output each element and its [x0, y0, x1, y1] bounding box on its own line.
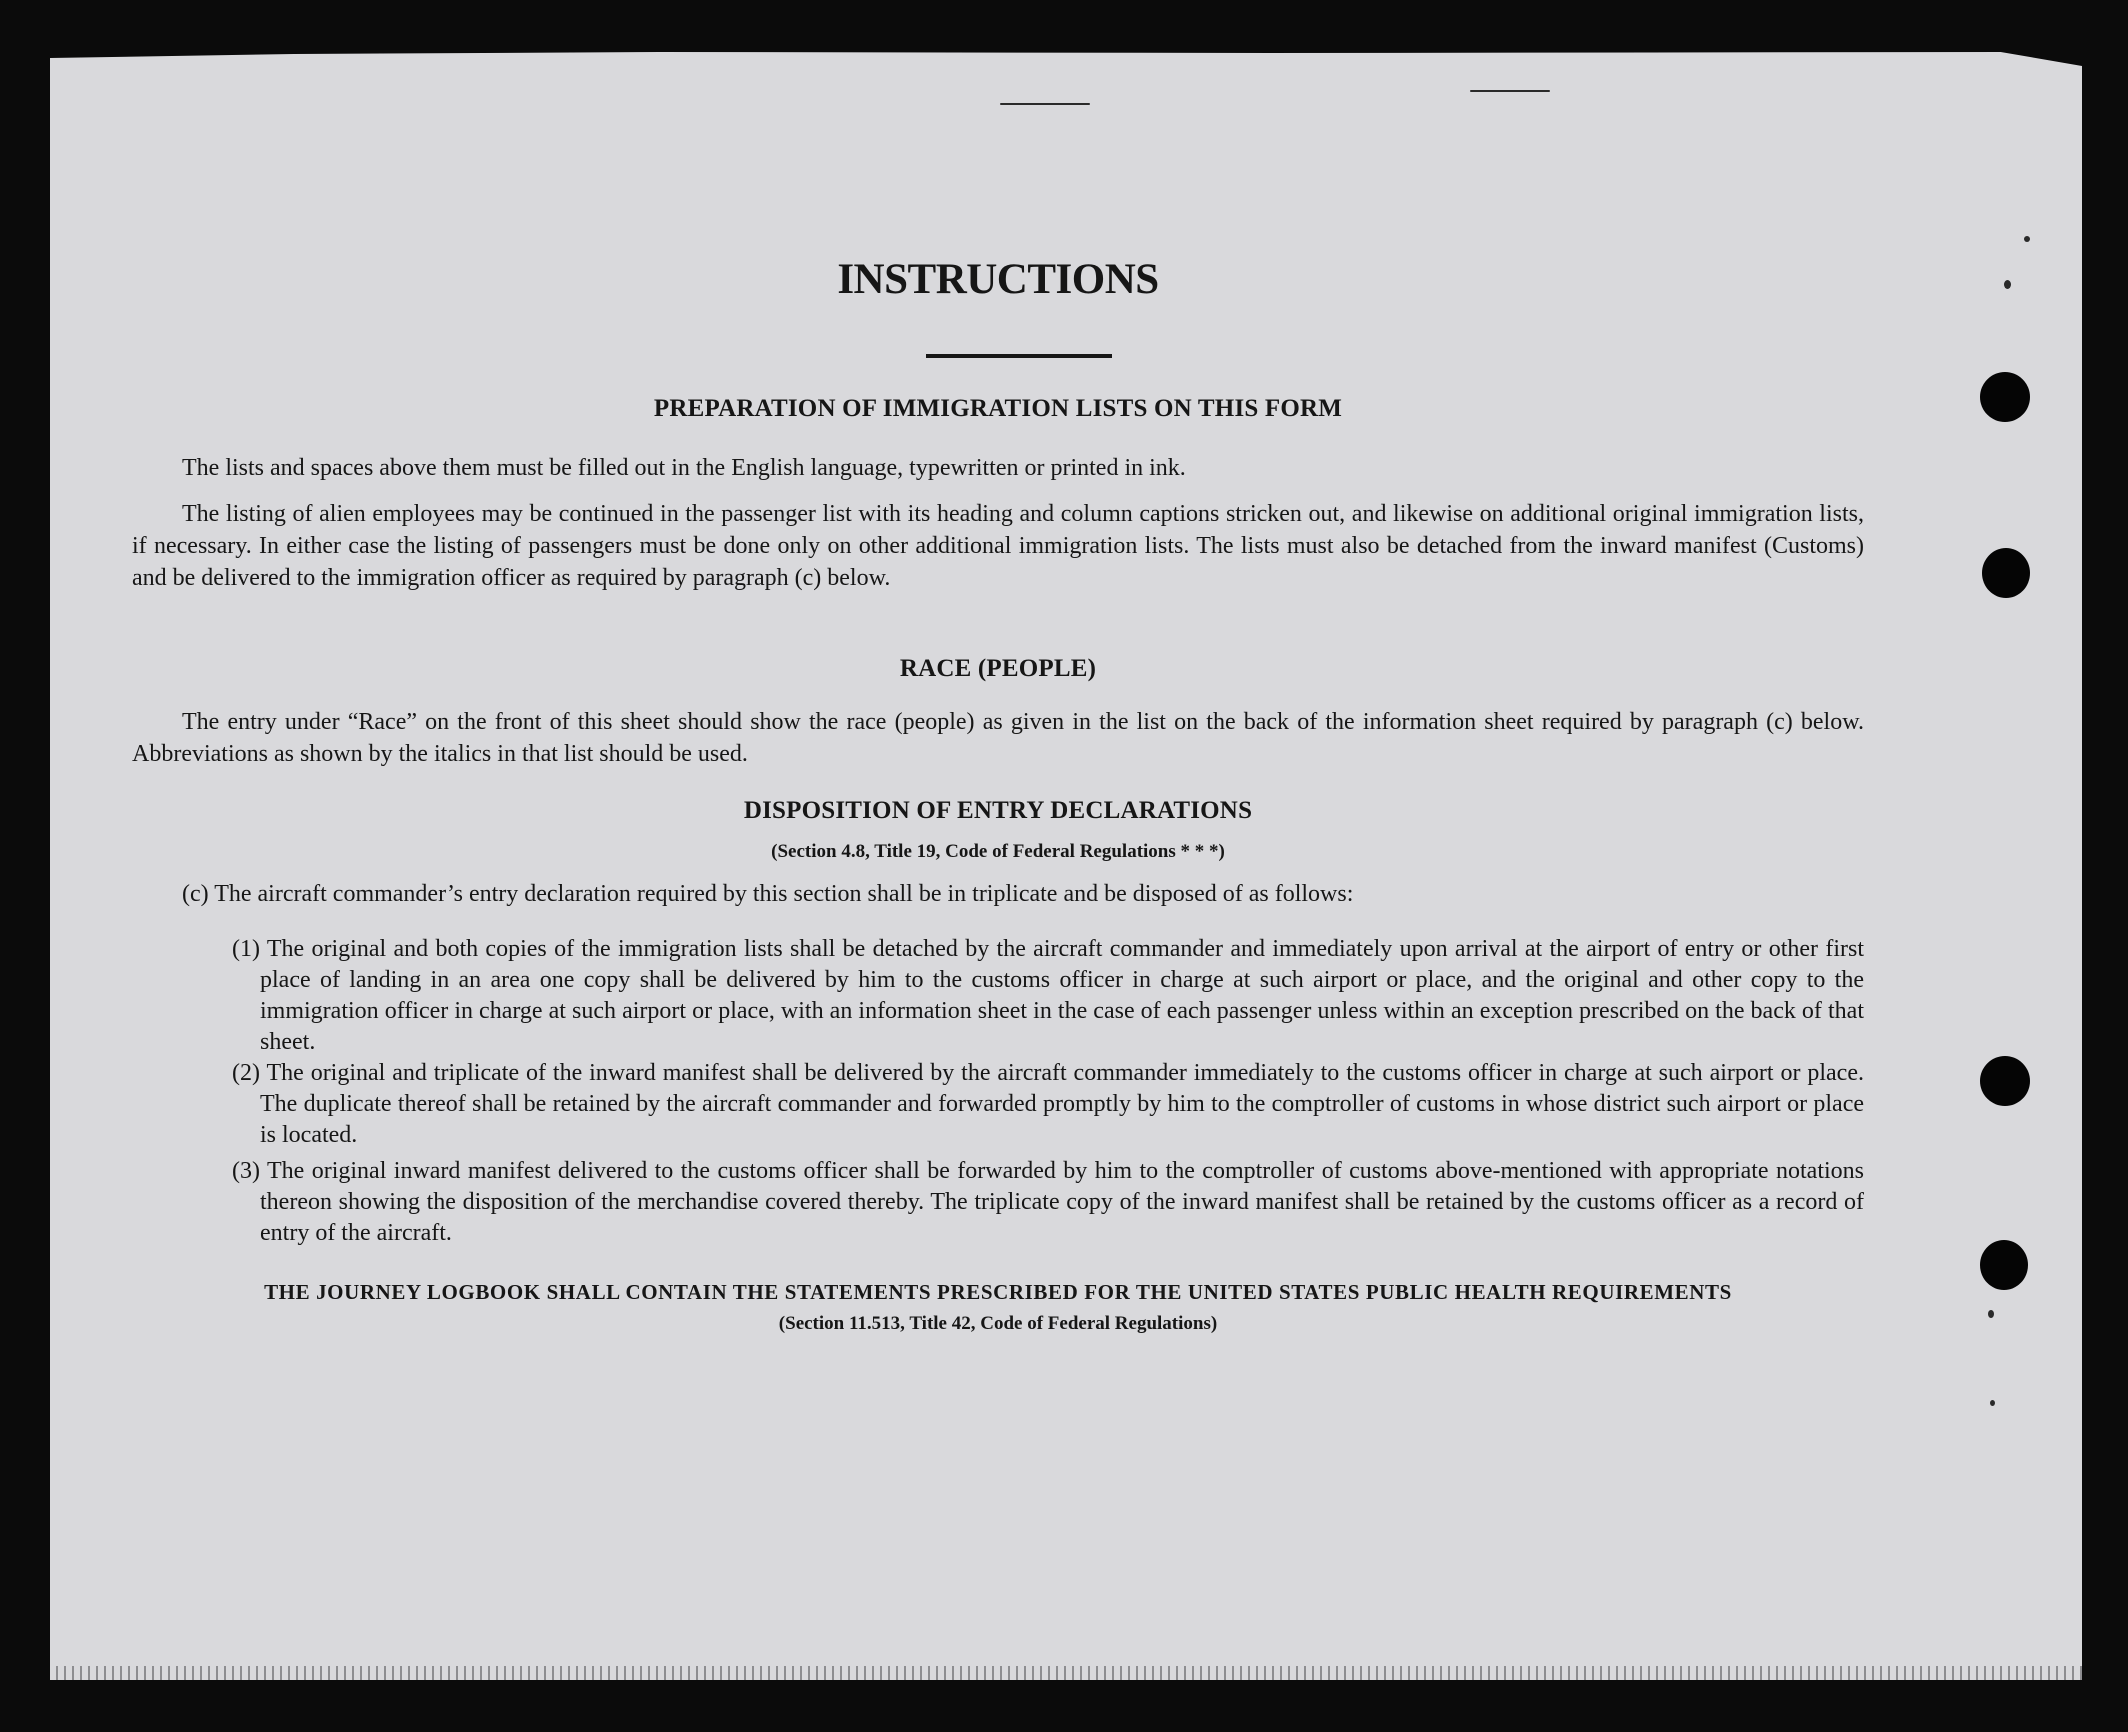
title-rule	[926, 354, 1112, 358]
list-item-2	[232, 1058, 1864, 1151]
list-item-text: The original and both copies of the immigration lists shall be detached by the aircraft commander and immediately upon arrival at the airport of entry or other first place of landing in an area one copy shall be delivered by him to the customs officer in charge at such airport or place, and the original and other copy to the immigration officer in charge at such airport or place, with an information sheet in the case of each passenger unless within an exception prescribed on the back of that sheet.	[260, 936, 1864, 1055]
paragraph-alien-employees: The listing of alien employees may be continued in the passenger list with its heading and column captions stricken out, and likewise on additional original immigration lists, if necessary. In either case the listing of passengers must be done only on other additional immigration lists. The lists must also be detached from the inward manifest (Customs) and be delivered to the immigration officer as required by paragraph (c) below.	[132, 501, 1864, 591]
list-item-text: The original inward manifest delivered to the customs officer shall be forwarded by him to the comptroller of customs above-mentioned with appropriate notations thereon showing the disposition of the merchandise covered thereby. The triplicate copy of the inward manifest shall be retained by the customs officer as a record of entry of the aircraft.	[260, 1158, 1864, 1246]
ink-speck	[1000, 103, 1090, 105]
list-item-1	[232, 934, 1864, 1058]
page-title: INSTRUCTIONS	[837, 256, 1159, 303]
section-heading-race: RACE (PEOPLE)	[899, 655, 1097, 682]
ink-speck	[2024, 236, 2030, 242]
list-item-number: (3)	[232, 1158, 260, 1184]
punch-hole-1	[1980, 372, 2030, 422]
punch-hole-4	[1980, 1240, 2028, 1290]
ink-speck	[2004, 280, 2011, 289]
paragraph-race: The entry under “Race” on the front of this sheet should show the race (people) as given in the list on the back of the information sheet required by paragraph (c) below. Abbreviations as shown by the italics in that list should be used.	[132, 709, 1864, 767]
section-reference: (Section 4.8, Title 19, Code of Federal Regulations * * *)	[771, 841, 1225, 862]
punch-hole-2	[1982, 548, 2030, 598]
ink-speck	[1988, 1310, 1994, 1318]
section-heading-disposition: DISPOSITION OF ENTRY DECLARATIONS	[743, 797, 1253, 824]
section-heading-preparation: PREPARATION OF IMMIGRATION LISTS ON THIS FORM	[653, 395, 1343, 422]
list-intro: (c) The aircraft commander’s entry declaration required by this section shall be in triplicate and be disposed of as follows:	[182, 881, 1354, 907]
ink-speck	[1470, 90, 1550, 92]
ink-speck	[1990, 1400, 1995, 1406]
footer-reference: (Section 11.513, Title 42, Code of Federal Regulations)	[778, 1313, 1218, 1334]
punch-hole-3	[1980, 1056, 2030, 1106]
list-item-text: The original and triplicate of the inward manifest shall be delivered by the aircraft commander immediately to the customs officer in charge at such airport or place. The duplicate thereof shall be retained by the aircraft commander and forwarded promptly by him to the comptroller of customs in whose district such airport or place is located.	[260, 1060, 1864, 1148]
list-item-number: (2)	[232, 1060, 260, 1086]
perforated-edge	[50, 1666, 2082, 1680]
paragraph-language: The lists and spaces above them must be filled out in the English language, typewritten or printed in ink.	[182, 455, 1186, 481]
footer-statement: THE JOURNEY LOGBOOK SHALL CONTAIN THE STATEMENTS PRESCRIBED FOR THE UNITED STATES PUBLIC HEALTH REQUIREMENTS	[264, 1280, 1732, 1304]
list-item-3	[232, 1156, 1864, 1249]
list-item-number: (1)	[232, 936, 260, 962]
